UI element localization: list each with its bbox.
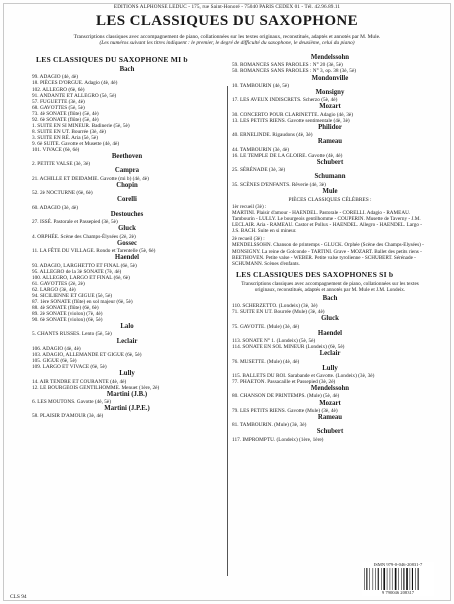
barcode-number: 9 790046 208317 (381, 590, 415, 595)
catalogue-item: 61. GAVOTTES (2è, 2è) (32, 280, 85, 287)
barcode-bar (418, 568, 419, 590)
composer-heading: Lully (119, 370, 135, 378)
catalogue-item: 8. SUITE EN UT. Bourrée (3è, 4è) (32, 128, 106, 135)
barcode-bar (412, 568, 413, 590)
celebres-heading: PIÈCES CLASSIQUES CÉLÈBRES : (288, 197, 372, 204)
barcode-bar (403, 568, 404, 590)
barcode-bar (387, 568, 388, 590)
catalogue-item: 103. ADAGIO, ALLEMANDE ET GIGUE (6è, 5è) (32, 351, 142, 358)
recueil-2-label: 2è recueil (3è) : (232, 236, 265, 243)
barcode-bar (395, 568, 397, 590)
composer-heading: Haendel (114, 254, 140, 262)
section-title-mi-b: LES CLASSIQUES DU SAXOPHONE MI b (36, 55, 188, 64)
catalogue-item: 110. SCHERZETTO. (Londeix) (3è, 3è) (232, 303, 318, 310)
catalogue-item: 80. CHANSON DE PRINTEMPS. (Mule) (5è, 4è) (232, 393, 340, 400)
catalogue-item: 76. MUSETTE. (Mule) (4è, 4è) (232, 358, 300, 365)
catalogue-item: 87. 1ère SONATE (flûte) en sol majeur (6è, 5è) (32, 298, 133, 305)
catalogue-item: 92. 6è SONATE (flûte) (5è, 4è) (32, 116, 99, 123)
page-title: LES CLASSIQUES DU SAXOPHONE (95, 13, 359, 29)
barcode-bar (375, 568, 376, 590)
catalogue-item: 89. 2è SONATE (violon) (7è, 4è) (32, 310, 103, 317)
catalogue-item: 9. 6è SUITE. Gavotte et Musette (4è, 4è) (32, 140, 120, 147)
catalogue-item: 60. ADAGIO (3è, 4è) (32, 204, 79, 211)
composer-heading: Mule (322, 187, 338, 195)
catalogue-item: 73. 4è SONATE (flûte) (5è, 4è) (32, 110, 99, 117)
barcode-bar (366, 568, 367, 590)
catalogue-item: 101. VIVACE (6è, 6è) (32, 146, 80, 153)
catalogue-item: 2. PETITE VALSE (3è, 3è) (32, 161, 91, 168)
column-divider (227, 86, 228, 576)
composer-heading: Schubert (316, 158, 344, 166)
composer-heading: Destouches (110, 210, 144, 218)
catalogue-item: 40. ERNELINDE. Rigaudons (4è, 3è) (232, 132, 313, 139)
barcode-bar (364, 568, 365, 590)
catalogue-item: 88. 4è SONATE (flûte) (6è, 6è) (32, 304, 99, 311)
composer-heading: Gluck (118, 225, 136, 233)
recueil-2-text: MENDELSSOHN. Chanson de printemps - GLUCK. Orphée (Scène des Champs-Elysées) - MONSIGNY. La reine de Golconde - TARTINI. Grave - MOZART. Ballet des petits riens - BEETHOVEN. Petite valse - WEBER. Petite valse tyrolienne - SCHUBERT. Sérénade - SCHUMANN. Scènes d'enfants. (232, 242, 424, 267)
composer-heading: Bach (119, 66, 135, 73)
composer-heading: Schubert (316, 428, 344, 436)
catalogue-item: 94. SICILIENNE ET GIGUE (5è, 5è) (32, 292, 113, 299)
catalogue-item: 95. ALLEGRO de la 3è SONATE (7è, 4è) (32, 268, 122, 275)
catalogue-item: 25. SÉRÉNADE (3è, 3è) (232, 167, 286, 174)
composer-heading: Gluck (321, 315, 339, 323)
composer-heading: Monsigny (315, 88, 345, 96)
catalogue-item: 11. LA FÊTE DU VILLAGE. Rondo et Tarentelle (5è, 6è) (32, 248, 156, 255)
catalogue-item: 21. ACHILLE ET DEIDAMIE. Gavotte (mi b) (4è, 4è) (32, 175, 149, 182)
catalogue-item: 93. ADAGIO, LARGHETTO ET FINAL (6è, 5è) (32, 262, 137, 269)
catalogue-item: 12. LE BOURGEOIS GENTILHOMME. Menuet (1ère, 2è) (32, 384, 160, 391)
barcode-bar (406, 568, 408, 590)
barcode-bar (369, 568, 370, 590)
catalogue-item: 114. SONATE EN SOL MINEUR (Londeix) (6è, 5è) (232, 344, 345, 351)
catalogue-item: 14. AIR TENDRE ET COURANTE (4è, 4è) (32, 378, 127, 385)
composer-heading: Lalo (120, 323, 134, 331)
catalogue-item: 35. SCÈNES D'ENFANTS. Rêverie (4è, 3è) (232, 181, 326, 188)
barcode-icon (362, 568, 434, 590)
catalogue-item: 3. SUITE EN RÉ. Aria (5è, 5è) (32, 134, 99, 141)
composer-heading: Rameau (317, 413, 343, 421)
catalogue-item: 50. ROMANCES SANS PAROLES : N° 3, op. 38 (3è, 5è) (232, 68, 357, 75)
composer-heading: Chopin (116, 181, 138, 189)
composer-heading: Mozart (319, 399, 341, 407)
catalogue-item: 13. LES PETITS RIENS. Gavotte sentimentale (4è, 3è) (232, 117, 350, 124)
composer-heading: Mondonville (311, 74, 349, 82)
catalogue-item: 90. 6è SONATE (violon) (6è, 5è) (32, 317, 103, 324)
catalogue-item: 100. ALLEGRO, LARGO ET FINAL (6è, 6è) (32, 274, 130, 281)
barcode-bar (410, 568, 411, 590)
right-groups-b (232, 295, 428, 443)
composer-heading: Philidor (318, 123, 342, 131)
barcode-bar (373, 568, 374, 590)
section2-intro: Transcriptions classiques avec accompagnement de piano, collationnées sur les textes originaux, reconstitués, adaptés et annotés par M. Mule et J.M. Londeix. (241, 280, 419, 293)
catalogue-item: 71. SUITE EN UT. Bourrée (Mule) (3è, 4è) (232, 309, 325, 316)
barcode-bar (390, 568, 391, 590)
catalogue-item: 17. LES AVEUX INDISCRETS. Scherzo (5è, 4è) (232, 97, 338, 104)
composer-heading: Schumann (314, 173, 346, 181)
ismn-label: ISMN 979-0-046-20831-7 (373, 562, 423, 567)
barcode-bar (398, 568, 399, 590)
recueil-1-text: MARTINI. Plaisir d'amour - HAENDEL. Pastorale - CORELLI. Adagio - RAMEAU. Tambourin - LULLY. Le bourgeois gentilhomme - COUPERIN. Musette de Taverny - J.M. LECLAIR. Aria - RAMEAU. Castor et Pollux - HAENDEL. Allegro - HAENDEL. Largo - J.S. BACH. Suite en si mineur. (232, 210, 422, 235)
right-groups-a (232, 54, 428, 196)
catalogue-item: 105. GIGUE (6è, 5è) (32, 358, 77, 365)
composer-heading: Bach (322, 294, 338, 302)
catalogue-item: 57. FUGUETTE (3è, 4è) (32, 98, 85, 105)
catalogue-item: 16. LE TEMPLE DE LA GLOIRE. Gavotte (4è, 4è) (232, 152, 343, 159)
composer-heading: Leclair (116, 337, 138, 345)
section-title-si-b: LES CLASSIQUES DES SAXOPHONES SI b (236, 269, 394, 279)
composer-heading: Martini (J.B.) (106, 390, 148, 398)
recueil-2 (232, 236, 428, 266)
composer-heading: Haendel (317, 329, 343, 337)
barcode-block (362, 562, 434, 596)
barcode-bar (415, 568, 416, 590)
publisher-line: EDITIONS ALPHONSE LEDUC - 175, rue Saint-Honoré - 75040 PARIS CEDEX 01 - Tél. 42.96.89.11 (113, 4, 341, 10)
intro-block (30, 34, 424, 47)
composer-heading: Rameau (317, 138, 343, 146)
catalogue-item: 117. IMPROMPTU. (Londeix) (1ère, 1ère) (232, 436, 324, 443)
composer-heading: Mozart (319, 103, 341, 111)
catalogue-item: 52. 2è NOCTURNE (6è, 6è) (32, 190, 93, 197)
catalogue-item: 77. PHAETON. Passacaille et Passepied (3è, 2è) (232, 379, 336, 385)
catalogue-item: 91. ANDANTE ET ALLEGRO (5è, 5è) (32, 92, 117, 99)
catalogue-item: 1. SUITE EN SI MINEUR. Badinerie (5è, 5è) (32, 122, 130, 129)
composer-heading: Mendelssohn (310, 54, 350, 61)
composer-heading: Martini (J.P.E.) (104, 405, 150, 413)
composer-heading: Corelli (117, 196, 137, 204)
catalogue-item: 62. LARGO (3è, 4è) (32, 286, 76, 293)
catalogue-item: 115. BALLETS DU ROI. Sarabande et Gavotte. (Londeix) (3è, 3è) (232, 372, 375, 379)
catalogue-item: 113. SONATE N° 1. (Londeix) (5è, 5è) (232, 338, 316, 344)
catalogue-item: 27. ISSÉ. Pastorale et Passepied (3è, 5è) (32, 219, 118, 226)
catalogue-item: 30. CONCERTO POUR CLARINETTE. Adagio (4è, 3è) (232, 111, 353, 118)
barcode-bar (392, 568, 393, 590)
catalogue-item: 109. LARGO ET VIVACE (6è, 5è) (32, 364, 107, 371)
barcode-bar (383, 568, 385, 590)
barcode-bar (378, 568, 379, 590)
left-groups (32, 66, 222, 420)
right-column (232, 54, 428, 584)
intro-text: Transcriptions classiques avec accompagnement de piano, collationnées sur les textes originaux, reconstitués, adaptés et annotés par M. Mule. (73, 34, 381, 40)
catalogue-item: 18. PIÈCES D'ORGUE. Adagio (4è, 4è) (32, 80, 118, 87)
catalogue-item: 81. TAMBOURIN. (Mule) (3è, 3è) (232, 422, 307, 429)
composer-heading: Lully (322, 364, 338, 372)
catalogue-item: 75. GAVOTTE. (Mule) (3è, 4è) (232, 323, 300, 330)
composer-heading: Beethoven (111, 153, 143, 161)
catalogue-item: 106. ADAGIO (4è, 4è) (32, 345, 81, 352)
catalogue-item: 99. ADAGIO (4è, 4è) (32, 74, 79, 81)
catalogue-item: 59. ROMANCES SANS PAROLES : N° 20 (3è, 5è) (232, 62, 343, 69)
composer-heading: Campra (114, 167, 140, 175)
intro-note: (Les numéros suivant les titres indiquent : le premier, le degré de difficulté du saxophone, le deuxième, celui du piano) (99, 40, 355, 47)
recueil-1 (232, 204, 428, 234)
catalogue-item: 4. ORPHÉE. Scène des Champs-Élysées (2è, 2è) (32, 233, 136, 240)
composer-heading: Leclair (319, 350, 341, 358)
catalogue-item: 44. TAMBOURIN (3è, 4è) (232, 146, 290, 153)
barcode-bar (401, 568, 402, 590)
catalogue-item: 58. PLAISIR D'AMOUR (3è, 4è) (32, 413, 104, 420)
catalogue-item: 79. LES PETITS RIENS. Gavotte (Mule) (3è, 4è) (232, 407, 338, 414)
catalogue-item: 10. TAMBOURIN (4è, 5è) (232, 82, 290, 89)
left-column (32, 54, 222, 584)
composer-heading: Gossec (116, 239, 137, 247)
recueil-1-label: 1èr recueil (3è) : (232, 204, 267, 211)
composer-heading: Mendelssohn (310, 385, 350, 393)
catalogue-item: 68. GAVOTTES (5è, 5è) (32, 104, 85, 111)
barcode-bar (381, 568, 382, 590)
catalogue-item: 6. LES MOUTONS. Gavotte (4è, 5è) (32, 399, 112, 406)
catalog-code: CLS 94 (10, 594, 27, 600)
catalogue-item: 102. ALLEGRO (6è, 6è) (32, 86, 85, 93)
catalogue-item: 5. CHANTS RUSSES. Lento (5è, 5è) (32, 331, 112, 338)
